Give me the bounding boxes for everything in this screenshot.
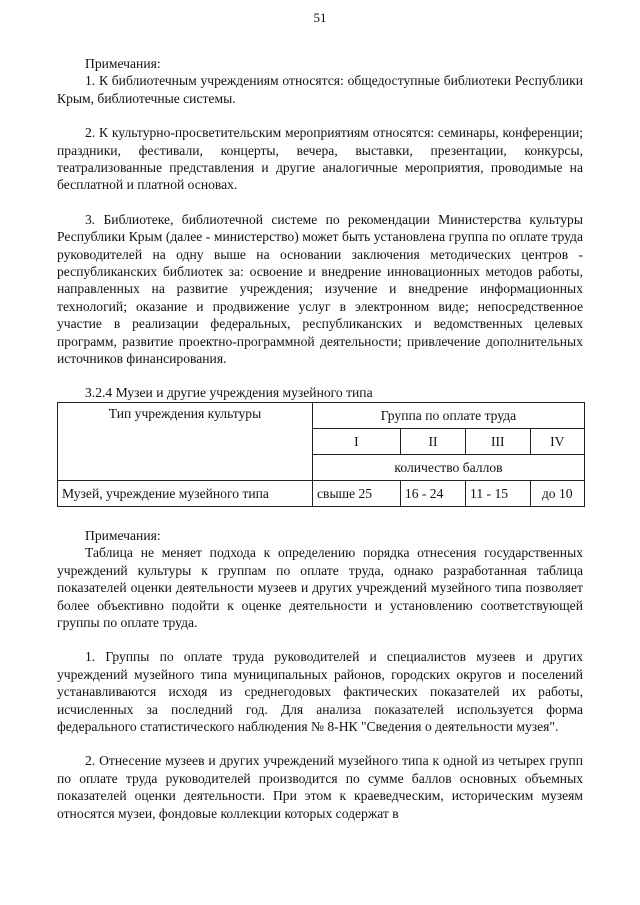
table-cell-3: 11 - 15 [466, 480, 530, 506]
group-cell-4: IV [530, 428, 584, 454]
document-body [57, 55, 583, 822]
note2-item-1: 1. Группы по оплате труда руководителей и специалистов музеев и других учреждений музейного типа муниципальных районов, городских округов и поселений устанавливаются исходя из среднегодовых фактических показателей их работы, исчисленных за последний год. Для анализа показателей используется форма федерального статистического наблюдения № 8-НК "Сведения о деятельности музея". [57, 649, 583, 734]
museum-groups-table [57, 402, 585, 507]
notes-intro: Таблица не меняет подхода к определению порядка отнесения государственных учреждений культуры к группам по оплате труда, однако разработанная таблица показателей оценки деятельности музеев и других учреждений музейного типа позволяет более объективно подойти к оценке деятельности и установлению соответствующей группы по оплате труда. [57, 545, 583, 630]
notes-title-2: Примечания: [85, 527, 161, 543]
table-cell-2: 16 - 24 [400, 480, 465, 506]
group-cell-1: I [313, 428, 401, 454]
group-cell-2: II [400, 428, 465, 454]
page-number: 51 [313, 10, 327, 25]
table-unit-row: количество баллов [313, 454, 585, 480]
table-cell-1: свыше 25 [313, 480, 401, 506]
note-item-1: 1. К библиотечным учреждениям относятся: общедоступные библиотеки Республики Крым, библиотечные системы. [57, 73, 583, 106]
group-cell-3: III [466, 428, 530, 454]
table-row-label: Музей, учреждение музейного типа [58, 480, 313, 506]
note2-item-2: 2. Отнесение музеев и других учреждений музейного типа к одной из четырех групп по оплате труда руководителей производится по сумме баллов основных объемных показателей оценки деятельности. При этом к краеведческим, историческим музеям относятся музеи, фондовые коллекции которых содержат в [57, 753, 583, 821]
note-item-3: 3. Библиотеке, библиотечной системе по рекомендации Министерства культуры Республики Крым (далее - министерство) может быть установлена группа по оплате труда руководителей на одну выше на основании заключения методических центров - республиканских библиотек за: освоение и внедрение инновационных методов работы, направленных на развитие учреждения; изучение и внедрение информационных технологий; оказание и продвижение услуг в электронном виде; непосредственное участие в реализации федеральных, республиканских и ведомственных целевых программ, развитие проектно-программной деятельности; привлечение дополнительных источников финансирования. [57, 211, 583, 367]
section-heading: 3.2.4 Музеи и другие учреждения музейного типа [85, 384, 373, 400]
notes-title: Примечания: [85, 56, 161, 71]
table-row [58, 480, 585, 506]
table-cell-4: до 10 [530, 480, 584, 506]
table-header-group: Группа по оплате труда [313, 402, 585, 428]
note-item-2: 2. К культурно-просветительским мероприятиям относятся: семинары, конференции; праздники, фестивали, концерты, вечера, выставки, презентации, конкурсы, театрализованные представления и другие аналогичные мероприятия, проводимые на бесплатной и платной основах. [57, 125, 583, 193]
table-header-type: Тип учреждения культуры [58, 402, 313, 480]
